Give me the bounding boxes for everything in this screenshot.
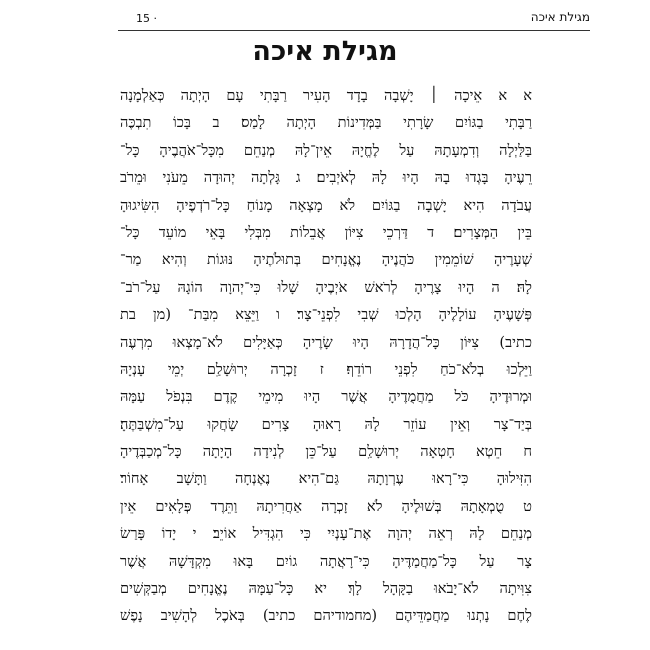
running-title: מגילת איכה <box>530 10 590 24</box>
text-line: צִוִּיתָה לֹא־יָבֹאוּ בַקָּהָל לָךְ׃ יא כָּל־עַמָּהּ נֶאֱנָחִים מְבַקְּשִׁים <box>120 580 532 598</box>
page-number: 15 · <box>136 12 157 25</box>
text-line: בֵּין הַמְּצָרִים׃ ד דַּרְכֵי צִיּוֹן אֲבֵלוֹת מִבְּלִי בָּאֵי מוֹעֵד כָּל־ <box>120 223 532 241</box>
chapter-title: מגילת איכה <box>252 36 398 67</box>
text-line: שְׁעָרֶיהָ שׁוֹמֵמִין כֹּהֲנֶיהָ נֶאֱנָחִים בְּתוּלֹתֶיהָ נּוּגוֹת וְהִיא מַר־ <box>120 251 532 269</box>
text-line: עֲבֹדָה הִיא יָשְׁבָה בַגּוֹיִם לֹא מָצְאָה מָנוֹחַ כָּל־רֹדְפֶיהָ הִשִּׂיגוּהָ <box>120 196 532 214</box>
text-line: ט טֻמְאָתָהּ בְּשׁוּלֶיהָ לֹא זָכְרָה אַחֲרִיתָהּ וַתֵּרֶד פְּלָאִים אֵין <box>120 497 532 515</box>
text-line: הִזִּילוּהָ כִּי־רָאוּ עֶרְוָתָהּ גַּם־הִיא נֶאֶנְחָה וַתָּשָׁב אָחוֹר׃ <box>120 470 532 488</box>
text-line: רֵעֶיהָ בָּגְדוּ בָהּ הָיוּ לָהּ לְאֹיְבִים׃ ג גָּלְתָה יְהוּדָה מֵעֹנִי וּמֵרֹב <box>120 169 532 187</box>
text-line: וַיֵּלְכוּ בְלֹא־כֹחַ לִפְנֵי רוֹדֵף׃ ז זָכְרָה יְרוּשָׁלַ͏ִם יְמֵי עָנְיָהּ <box>120 360 532 378</box>
text-line: רַבָּתִי בַגּוֹיִם שָׂרָתִי בַּמְּדִינוֹת הָיְתָה לָמַס׃ ב בָּכוֹ תִבְכֶּה <box>120 114 532 132</box>
running-header <box>118 10 590 31</box>
text-line: בְּיַד־צָר וְאֵין עוֹזֵר לָהּ רָאוּהָ צָרִים שָׂחֲקוּ עַל־מִשְׁבַּתֶּהָ׃ <box>120 415 532 433</box>
text-line: לֶחֶם נָתְנוּ מַחֲמַדֵּיהֶם (מחמודיהם כתיב) בְּאֹכֶל לְהָשִׁיב נָפֶשׁ <box>120 607 532 625</box>
text-line: ח חֵטְא חָטְאָה יְרוּשָׁלַ͏ִם עַל־כֵּן לְנִידָה הָיָתָה כָּל־מְכַבְּדֶיהָ <box>120 443 532 461</box>
text-body <box>120 82 532 630</box>
text-line: וּמְרוּדֶיהָ כֹּל מַחֲמֻדֶיהָ אֲשֶׁר הָיוּ מִימֵי קֶדֶם בִּנְפֹל עַמָּהּ <box>120 388 532 406</box>
text-line: פְּשָׁעֶיהָ עוֹלָלֶיהָ הָלְכוּ שְׁבִי לִפְנֵי־צָר׃ ו וַיֵּצֵא מִבַּת־ (מן בת <box>120 306 532 324</box>
text-line: בַּלַּיְלָה וְדִמְעָתָהּ עַל לֶחֱיָהּ אֵין־לָהּ מְנַחֵם מִכָּל־אֹהֲבֶיהָ כָּל־ <box>120 141 532 159</box>
text-line: צָר עַל כָּל־מַחֲמַדֶּיהָ כִּי־רָאֲתָה גוֹיִם בָּאוּ מִקְדָּשָׁהּ אֲשֶׁר <box>120 552 532 570</box>
text-line: כתיב) צִיּוֹן כָּל־הֲדָרָהּ הָיוּ שָׂרֶיהָ כְּאַיָּלִים לֹא־מָצְאוּ מִרְעֶה <box>120 333 532 351</box>
text-line: א א אֵיכָה ׀ יָשְׁבָה בָדָד הָעִיר רַבָּתִי עָם הָיְתָה כְּאַלְמָנָה <box>120 87 532 104</box>
text-line: מְנַחֵם לָהּ רְאֵה יְהוָה אֶת־עָנְיִי כִּי הִגְדִּיל אוֹיֵב׃ י יָדוֹ פָּרַשׂ <box>120 525 532 543</box>
text-line: לָהּ׃ ה הָיוּ צָרֶיהָ לְרֹאשׁ אֹיְבֶיהָ שָׁלוּ כִּי־יְהוָה הוֹגָהּ עַל־רֹב־ <box>120 278 532 296</box>
